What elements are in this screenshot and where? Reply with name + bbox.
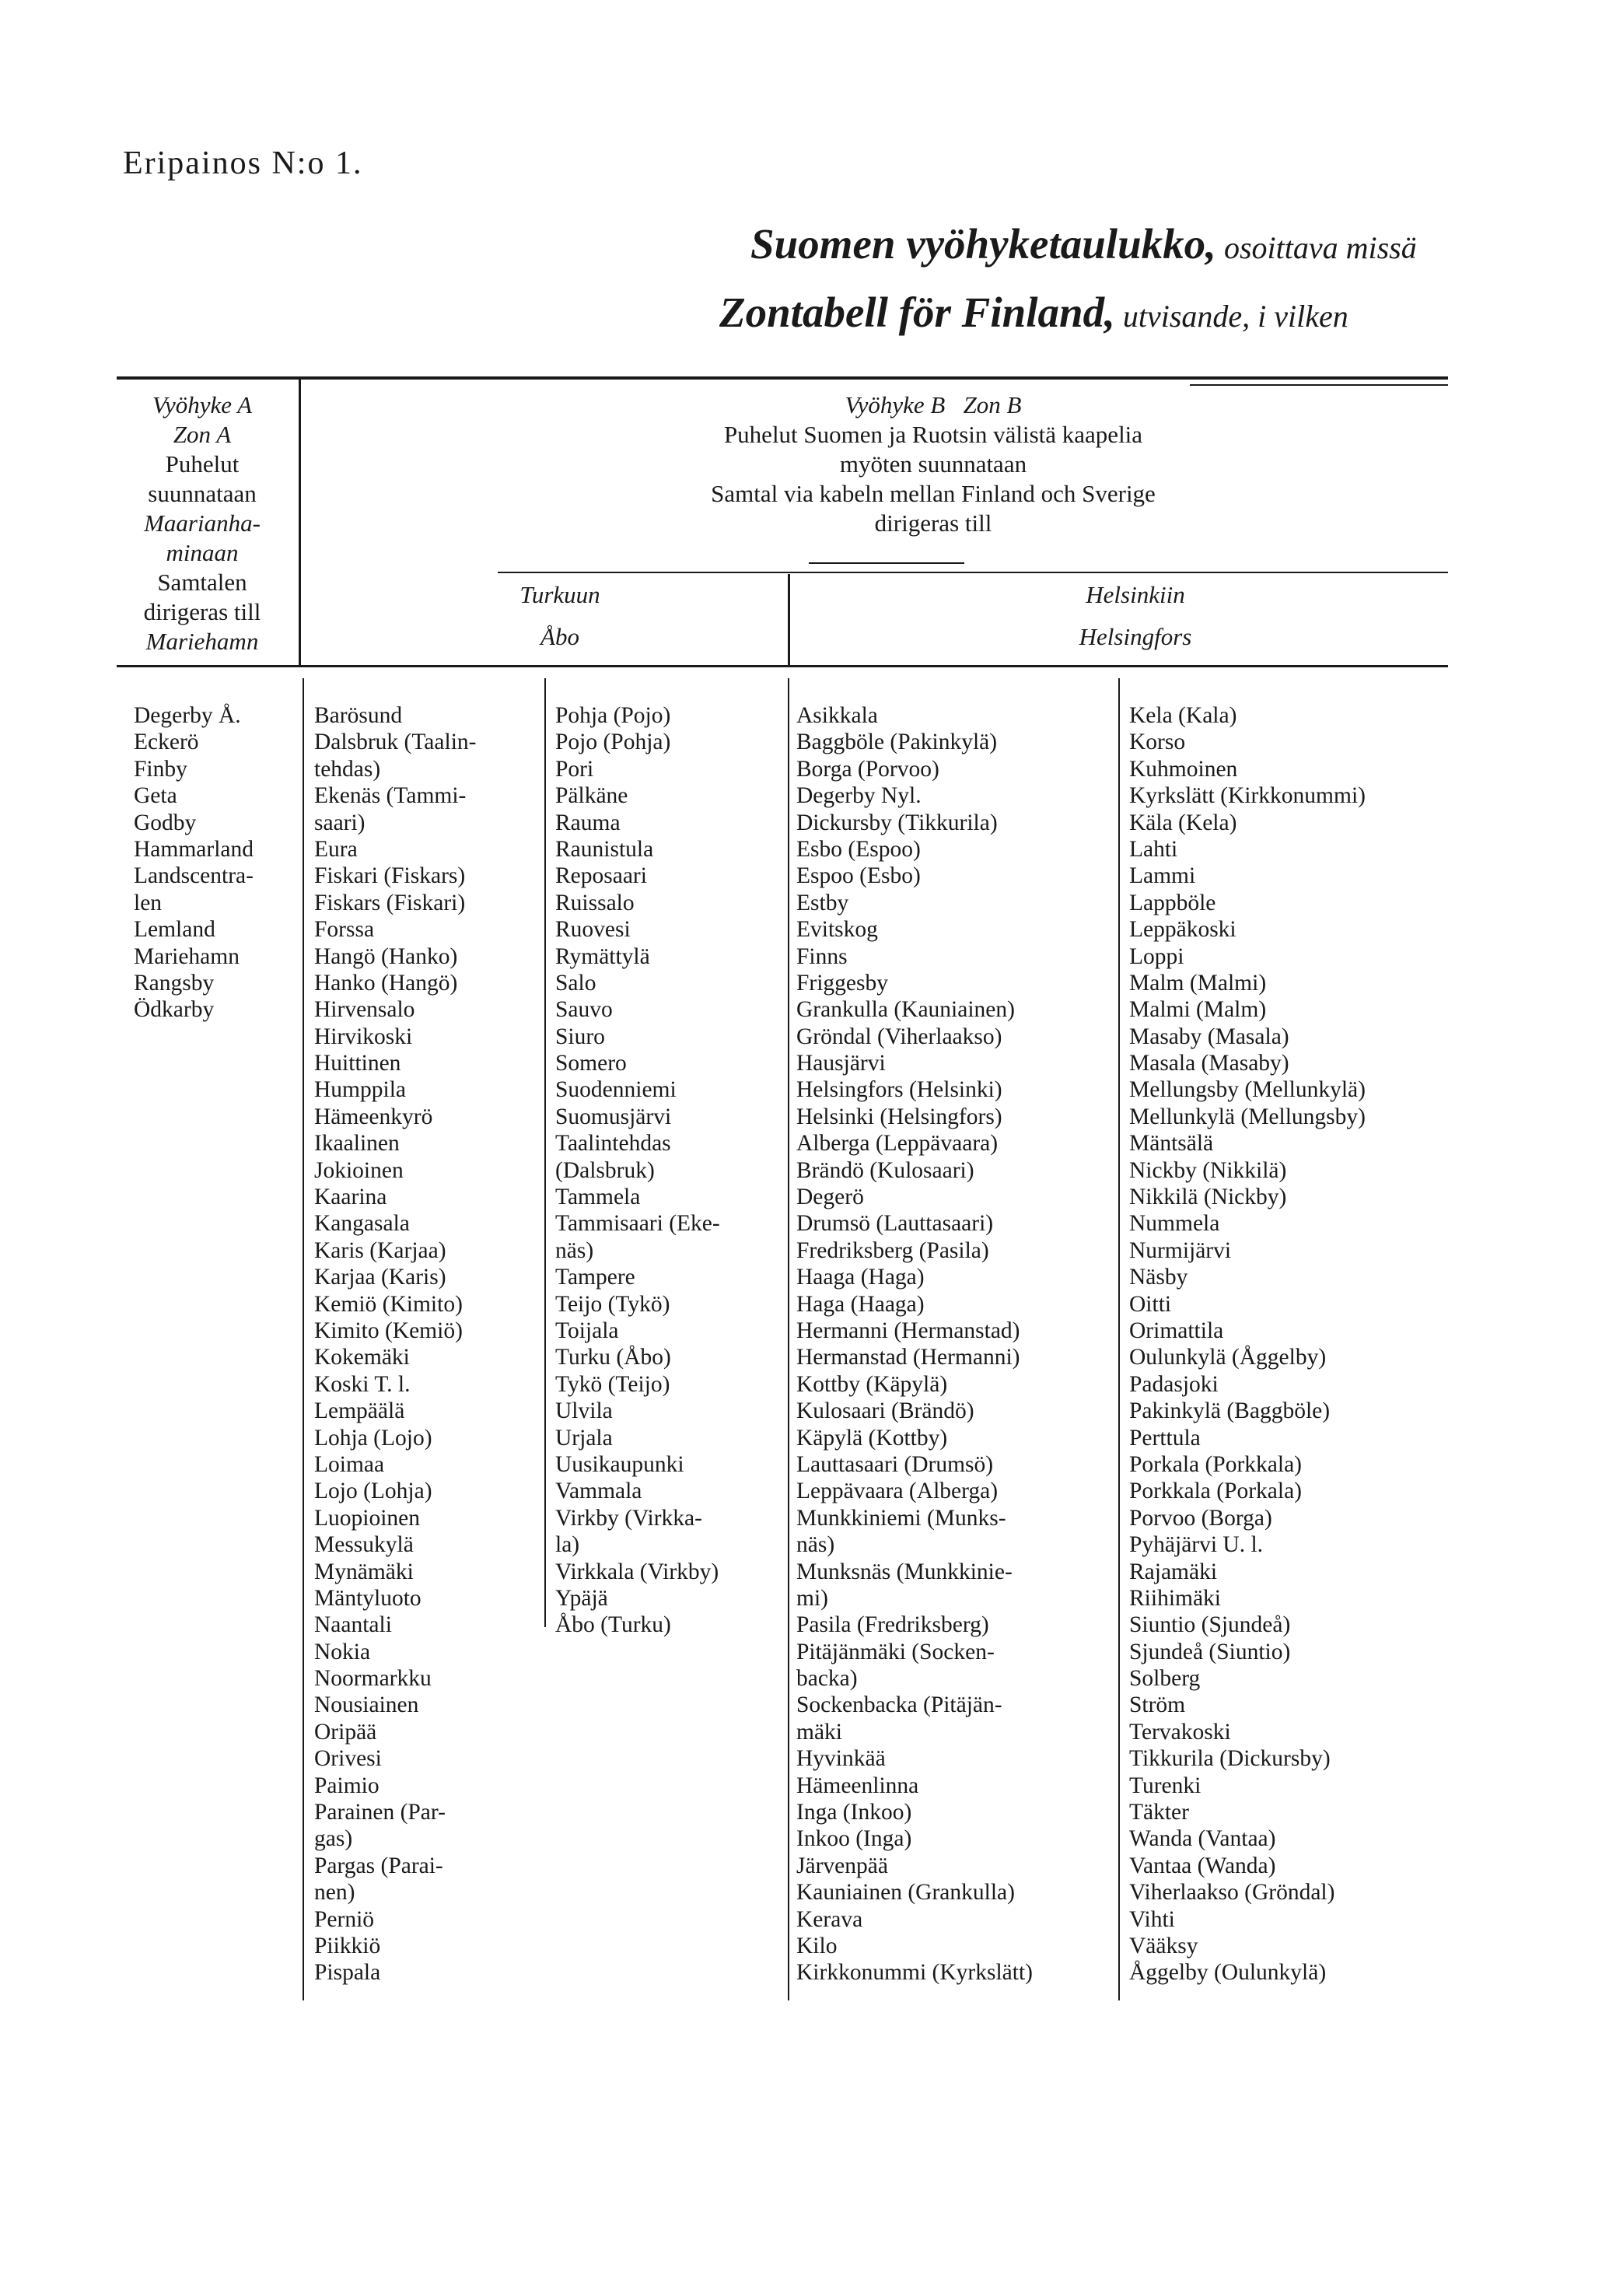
place-name-entry: Pargas (Parai- [314,1853,443,1878]
zone-a-line: Maarianha- [144,509,261,537]
place-name-entry: Porkala (Porkkala) [1129,1451,1302,1477]
helsinki-header [995,574,1275,658]
zone-a-header [117,390,288,656]
zone-b-divider-rule [809,562,964,564]
place-name-entry: Messukylä [314,1532,414,1558]
zone-b-line: dirigeras till [874,509,992,537]
place-name-entry: Haga (Haaga) [796,1291,925,1317]
place-name-entry: Porvoo (Borga) [1129,1505,1272,1531]
place-name-entry: saari) [314,810,366,835]
place-name-entry: Munksnäs (Munkkinie- [796,1559,1013,1584]
place-name-entry: Mäntsälä [1129,1131,1214,1157]
place-name-entry: Solberg [1129,1666,1201,1692]
header-divider-a [299,380,301,665]
place-name-entry: Ikaalinen [314,1131,400,1157]
place-name-entry: Luopioinen [314,1505,421,1531]
place-name-entry: Oitti [1129,1291,1172,1317]
place-name-entry: Tykö (Teijo) [555,1371,670,1397]
place-name-entry: Virkkala (Virkby) [555,1559,719,1584]
zone-a-line: Mariehamn [145,628,259,655]
place-name-entry: Virkby (Virkka- [555,1505,702,1531]
place-name-entry: Lahti [1129,836,1178,862]
place-name-entry: Nickby (Nikkilä) [1129,1157,1287,1183]
place-name-entry: Barösund [314,703,403,728]
place-name-entry: Rangsby [134,970,215,996]
zone-b-header [467,390,1400,538]
place-name-entry: Lauttasaari (Drumsö) [796,1451,994,1477]
place-name-entry: Järvenpää [796,1853,888,1878]
place-name-entry: Kuhmoinen [1129,756,1238,782]
place-name-entry: Tammela [555,1185,641,1210]
place-name-entry: Rymättylä [555,943,650,969]
place-name-entry: Reposaari [555,863,647,889]
place-name-entry: Fiskars (Fiskari) [314,890,466,915]
place-name-entry: Huittinen [314,1051,401,1076]
place-name-entry: Hyvinkää [796,1746,886,1772]
place-name-entry: Helsingfors (Helsinki) [796,1077,1002,1103]
place-name-entry: Siuro [555,1024,605,1049]
place-name-entry: Viherlaakso (Gröndal) [1129,1880,1335,1906]
place-name-entry: Pispala [314,1960,381,1986]
place-name-entry: Kottby (Käpylä) [796,1371,948,1397]
place-name-entry: Orivesi [314,1746,382,1772]
place-name-entry: Vantaa (Wanda) [1129,1853,1276,1878]
col-divider-4 [1118,678,1120,2000]
place-name-entry: Karis (Karjaa) [314,1237,446,1263]
place-name-entry: Turku (Åbo) [555,1345,671,1370]
place-name-entry: Lohja (Lojo) [314,1425,432,1451]
place-name-entry: Suodenniemi [555,1077,677,1103]
place-name-entry: Mäntyluoto [314,1585,421,1611]
helsinki-column-2 [1129,702,1366,1986]
place-name-entry: Inga (Inkoo) [796,1800,912,1825]
place-name-entry: Grankulla (Kauniainen) [796,997,1015,1023]
place-name-entry: Perttula [1129,1425,1201,1451]
place-name-entry: Loimaa [314,1451,385,1477]
place-name-entry: Forssa [314,917,375,943]
title-finnish-main: Suomen vyöhyketaulukko, [750,220,1216,268]
top-rule-thin [1190,384,1448,386]
place-name-entry: Pasila (Fredriksberg) [796,1612,989,1638]
place-name-entry: Salo [555,970,596,996]
place-name-entry: Jokioinen [314,1157,404,1183]
place-name-entry: Pitäjänmäki (Socken- [796,1639,995,1664]
place-name-entry: Hämeenkyrö [314,1104,433,1129]
place-name-entry: Lojo (Lohja) [314,1479,432,1504]
zone-b-line: Puhelut Suomen ja Ruotsin välistä kaapelia [723,421,1143,448]
place-name-entry: Tervakoski [1129,1719,1231,1745]
place-name-entry: Friggesby [796,970,888,996]
place-name-entry: Finns [796,943,848,969]
place-name-entry: Humppila [314,1077,406,1103]
zone-a-line: minaan [166,539,239,566]
place-name-entry: Dickursby (Tikkurila) [796,810,998,835]
place-name-entry: Inkoo (Inga) [796,1826,912,1852]
place-name-entry: Hangö (Hanko) [314,943,458,969]
place-name-entry: Nummela [1129,1211,1220,1237]
place-name-entry: Ruissalo [555,890,635,915]
place-name-entry: Ulvila [555,1398,613,1424]
place-name-entry: Nousiainen [314,1692,419,1718]
place-name-entry: Malm (Malmi) [1129,970,1267,996]
place-name-entry: Tikkurila (Dickursby) [1129,1746,1331,1772]
place-name-entry: Drumsö (Lauttasaari) [796,1211,994,1237]
place-name-entry: Paimio [314,1773,380,1798]
place-name-entry: Kimito (Kemiö) [314,1318,463,1343]
place-name-entry: Åbo (Turku) [555,1612,671,1638]
title-finnish-rest: osoittava missä [1215,230,1417,265]
place-name-entry: Pyhäjärvi U. l. [1129,1532,1264,1558]
zone-b-line: Samtal via kabeln mellan Finland och Sverige [711,480,1156,507]
place-name-entry: Kokemäki [314,1345,410,1370]
place-name-entry: mi) [796,1585,828,1611]
place-name-entry: Fredriksberg (Pasila) [796,1237,989,1263]
place-name-entry: Borga (Porvoo) [796,756,939,782]
place-name-entry: Baggböle (Pakinkylä) [796,730,998,755]
place-name-entry: Perniö [314,1906,375,1932]
place-name-entry: Teijo (Tykö) [555,1291,670,1317]
place-name-entry: Uusikaupunki [555,1451,684,1477]
place-name-entry: Finby [134,756,187,782]
place-name-entry: Orimattila [1129,1318,1224,1343]
place-name-entry: Raunistula [555,836,654,862]
place-name-entry: Käla (Kela) [1129,810,1237,835]
place-name-entry: Mariehamn [134,943,240,969]
helsinki-header-fi: Helsinkiin [1086,581,1185,608]
place-name-entry: Hausjärvi [796,1051,886,1076]
place-name-entry: Vääksy [1129,1933,1198,1958]
place-name-entry: Hammarland [134,836,254,862]
place-name-entry: Wanda (Vantaa) [1129,1826,1276,1852]
place-name-entry: Oulunkylä (Åggelby) [1129,1345,1327,1370]
place-name-entry: Kaarina [314,1185,387,1210]
place-name-entry: Noormarkku [314,1666,432,1692]
place-name-entry: Leppävaara (Alberga) [796,1479,999,1504]
place-name-entry: Pohja (Pojo) [555,703,671,728]
place-name-entry: Siuntio (Sjundeå) [1129,1612,1291,1638]
place-name-entry: Tammisaari (Eke- [555,1211,720,1237]
place-name-entry: Ypäjä [555,1585,608,1611]
zone-b-title: Vyöhyke B Zon B [845,391,1022,418]
place-name-entry: Urjala [555,1425,613,1451]
place-name-entry: Masaby (Masala) [1129,1024,1289,1049]
place-name-entry: Hermanstad (Hermanni) [796,1345,1020,1370]
place-name-entry: Lempäälä [314,1398,405,1424]
zone-a-line: Samtalen [157,569,247,596]
place-name-entry: Pori [555,756,594,782]
place-name-entry: Koski T. l. [314,1371,411,1397]
place-name-entry: Täkter [1129,1800,1189,1825]
turku-column-1 [314,702,476,1986]
place-name-entry: Naantali [314,1612,392,1638]
place-name-entry: Degerö [796,1185,864,1210]
helsinki-column-1 [796,702,1033,1986]
place-name-entry: Pälkäne [555,783,628,809]
place-name-entry: Hanko (Hangö) [314,970,458,996]
place-name-entry: Mellunkylä (Mellungsby) [1129,1104,1366,1129]
place-name-entry: Hämeenlinna [796,1773,919,1798]
place-name-entry: Somero [555,1051,627,1076]
place-name-entry: Toijala [555,1318,619,1343]
place-name-entry: Malmi (Malm) [1129,997,1267,1023]
place-name-entry: Kulosaari (Brändö) [796,1398,974,1424]
place-name-entry: Esbo (Espoo) [796,836,921,862]
place-name-entry: Hirvikoski [314,1024,413,1049]
place-name-entry: Loppi [1129,943,1184,969]
place-name-entry: Riihimäki [1129,1585,1221,1611]
turku-helsinki-rule [498,572,1448,573]
place-name-entry: Ekenäs (Tammi- [314,783,467,809]
turku-header-fi: Turkuun [519,581,600,608]
place-name-entry: Sockenbacka (Pitäjän- [796,1692,1002,1718]
place-name-entry: Pojo (Pohja) [555,730,671,755]
place-name-entry: Helsinki (Helsingfors) [796,1104,1002,1129]
place-name-entry: Tampere [555,1265,635,1290]
place-name-entry: gas) [314,1826,353,1852]
place-name-entry: Parainen (Par- [314,1800,446,1825]
zone-a-line: Puhelut [165,450,240,478]
place-name-entry: Kangasala [314,1211,410,1237]
place-name-entry: Hermanni (Hermanstad) [796,1318,1020,1343]
mariehamn-column [134,702,254,1024]
col-divider-2 [544,678,546,1627]
place-name-entry: Pakinkylä (Baggböle) [1129,1398,1331,1424]
place-name-entry: Ström [1129,1692,1186,1718]
place-name-entry: Turenki [1129,1773,1202,1798]
place-name-entry: la) [555,1532,580,1558]
header-divider-b [788,574,790,665]
place-name-entry: (Dalsbruk) [555,1157,655,1183]
place-name-entry: Ödkarby [134,997,215,1023]
place-name-entry: Gröndal (Viherlaakso) [796,1024,1002,1049]
title-swedish [719,288,1348,337]
place-name-entry: Nokia [314,1639,371,1664]
place-name-entry: näs) [796,1532,835,1558]
turku-column-2 [555,702,720,1639]
turku-header [432,574,688,658]
place-name-entry: Lammi [1129,863,1196,889]
place-name-entry: Eura [314,836,358,862]
place-name-entry: Brändö (Kulosaari) [796,1157,974,1183]
place-name-entry: Rauma [555,810,621,835]
place-name-entry: Sjundeå (Siuntio) [1129,1639,1291,1664]
place-name-entry: Taalintehdas [555,1131,671,1157]
turku-header-sv: Åbo [540,623,579,650]
place-name-entry: Mynämäki [314,1559,414,1584]
place-name-entry: Asikkala [796,703,878,728]
place-name-entry: Kemiö (Kimito) [314,1291,463,1317]
place-name-entry: Oripää [314,1719,377,1745]
title-swedish-main: Zontabell för Finland, [719,289,1115,336]
place-name-entry: Kerava [796,1906,863,1932]
place-name-entry: Kela (Kala) [1129,703,1237,728]
place-name-entry: Nurmijärvi [1129,1237,1232,1263]
place-name-entry: Ruovesi [555,917,631,943]
place-name-entry: Kauniainen (Grankulla) [796,1880,1015,1906]
place-name-entry: Degerby Å. [134,703,241,728]
place-name-entry: Nikkilä (Nickby) [1129,1185,1287,1210]
top-rule [117,376,1448,380]
place-name-entry: Lappböle [1129,890,1216,915]
helsinki-header-sv: Helsingfors [1079,623,1192,650]
place-name-entry: Haaga (Haga) [796,1265,925,1290]
place-name-entry: Degerby Nyl. [796,783,922,809]
place-name-entry: Leppäkoski [1129,917,1236,943]
place-name-entry: Fiskari (Fiskars) [314,863,466,889]
place-name-entry: backa) [796,1666,858,1692]
place-name-entry: Geta [134,783,177,809]
place-name-entry: Sauvo [555,997,613,1023]
place-name-entry: Kyrkslätt (Kirkkonummi) [1129,783,1366,809]
place-name-entry: Espoo (Esbo) [796,863,921,889]
place-name-entry: Munkkiniemi (Munks- [796,1505,1006,1531]
zone-a-line: Vyöhyke A [152,391,253,418]
place-name-entry: Rajamäki [1129,1559,1218,1584]
place-name-entry: nen) [314,1880,355,1906]
place-name-entry: Dalsbruk (Taalin- [314,730,477,755]
place-name-entry: Hirvensalo [314,997,415,1023]
place-name-entry: Vammala [555,1479,642,1504]
place-name-entry: Kirkkonummi (Kyrkslätt) [796,1960,1033,1986]
place-name-entry: Korso [1129,730,1186,755]
col-divider-1 [303,678,304,2000]
place-name-entry: näs) [555,1237,594,1263]
place-name-entry: Landscentra- [134,863,254,889]
place-name-entry: len [134,890,163,915]
title-swedish-rest: utvisande, i vilken [1114,299,1348,334]
header-bottom-rule [117,665,1448,667]
place-name-entry: Eckerö [134,730,199,755]
place-name-entry: Näsby [1129,1265,1188,1290]
place-name-entry: Käpylä (Kottby) [796,1425,948,1451]
place-name-entry: Mellungsby (Mellunkylä) [1129,1077,1366,1103]
reprint-number: Eripainos N:o 1. [123,145,363,181]
place-name-entry: Godby [134,810,197,835]
place-name-entry: Padasjoki [1129,1371,1219,1397]
place-name-entry: Vihti [1129,1906,1175,1932]
place-name-entry: Åggelby (Oulunkylä) [1129,1960,1327,1986]
zone-a-line: dirigeras till [143,598,261,625]
place-name-entry: Porkkala (Porkala) [1129,1479,1302,1504]
place-name-entry: Karjaa (Karis) [314,1265,446,1290]
place-name-entry: Piikkiö [314,1933,381,1958]
title-finnish [750,219,1417,268]
place-name-entry: Alberga (Leppävaara) [796,1131,999,1157]
place-name-entry: Evitskog [796,917,878,943]
place-name-entry: tehdas) [314,756,381,782]
zone-a-line: suunnataan [148,480,257,507]
place-name-entry: mäki [796,1719,842,1745]
place-name-entry: Masala (Masaby) [1129,1051,1289,1076]
zone-a-line: Zon A [173,421,232,448]
place-name-entry: Estby [796,890,849,915]
place-name-entry: Kilo [796,1933,838,1958]
place-name-entry: Lemland [134,917,215,943]
zone-b-line: myöten suunnataan [839,450,1027,478]
place-name-entry: Suomusjärvi [555,1104,672,1129]
col-divider-3 [788,678,789,2000]
